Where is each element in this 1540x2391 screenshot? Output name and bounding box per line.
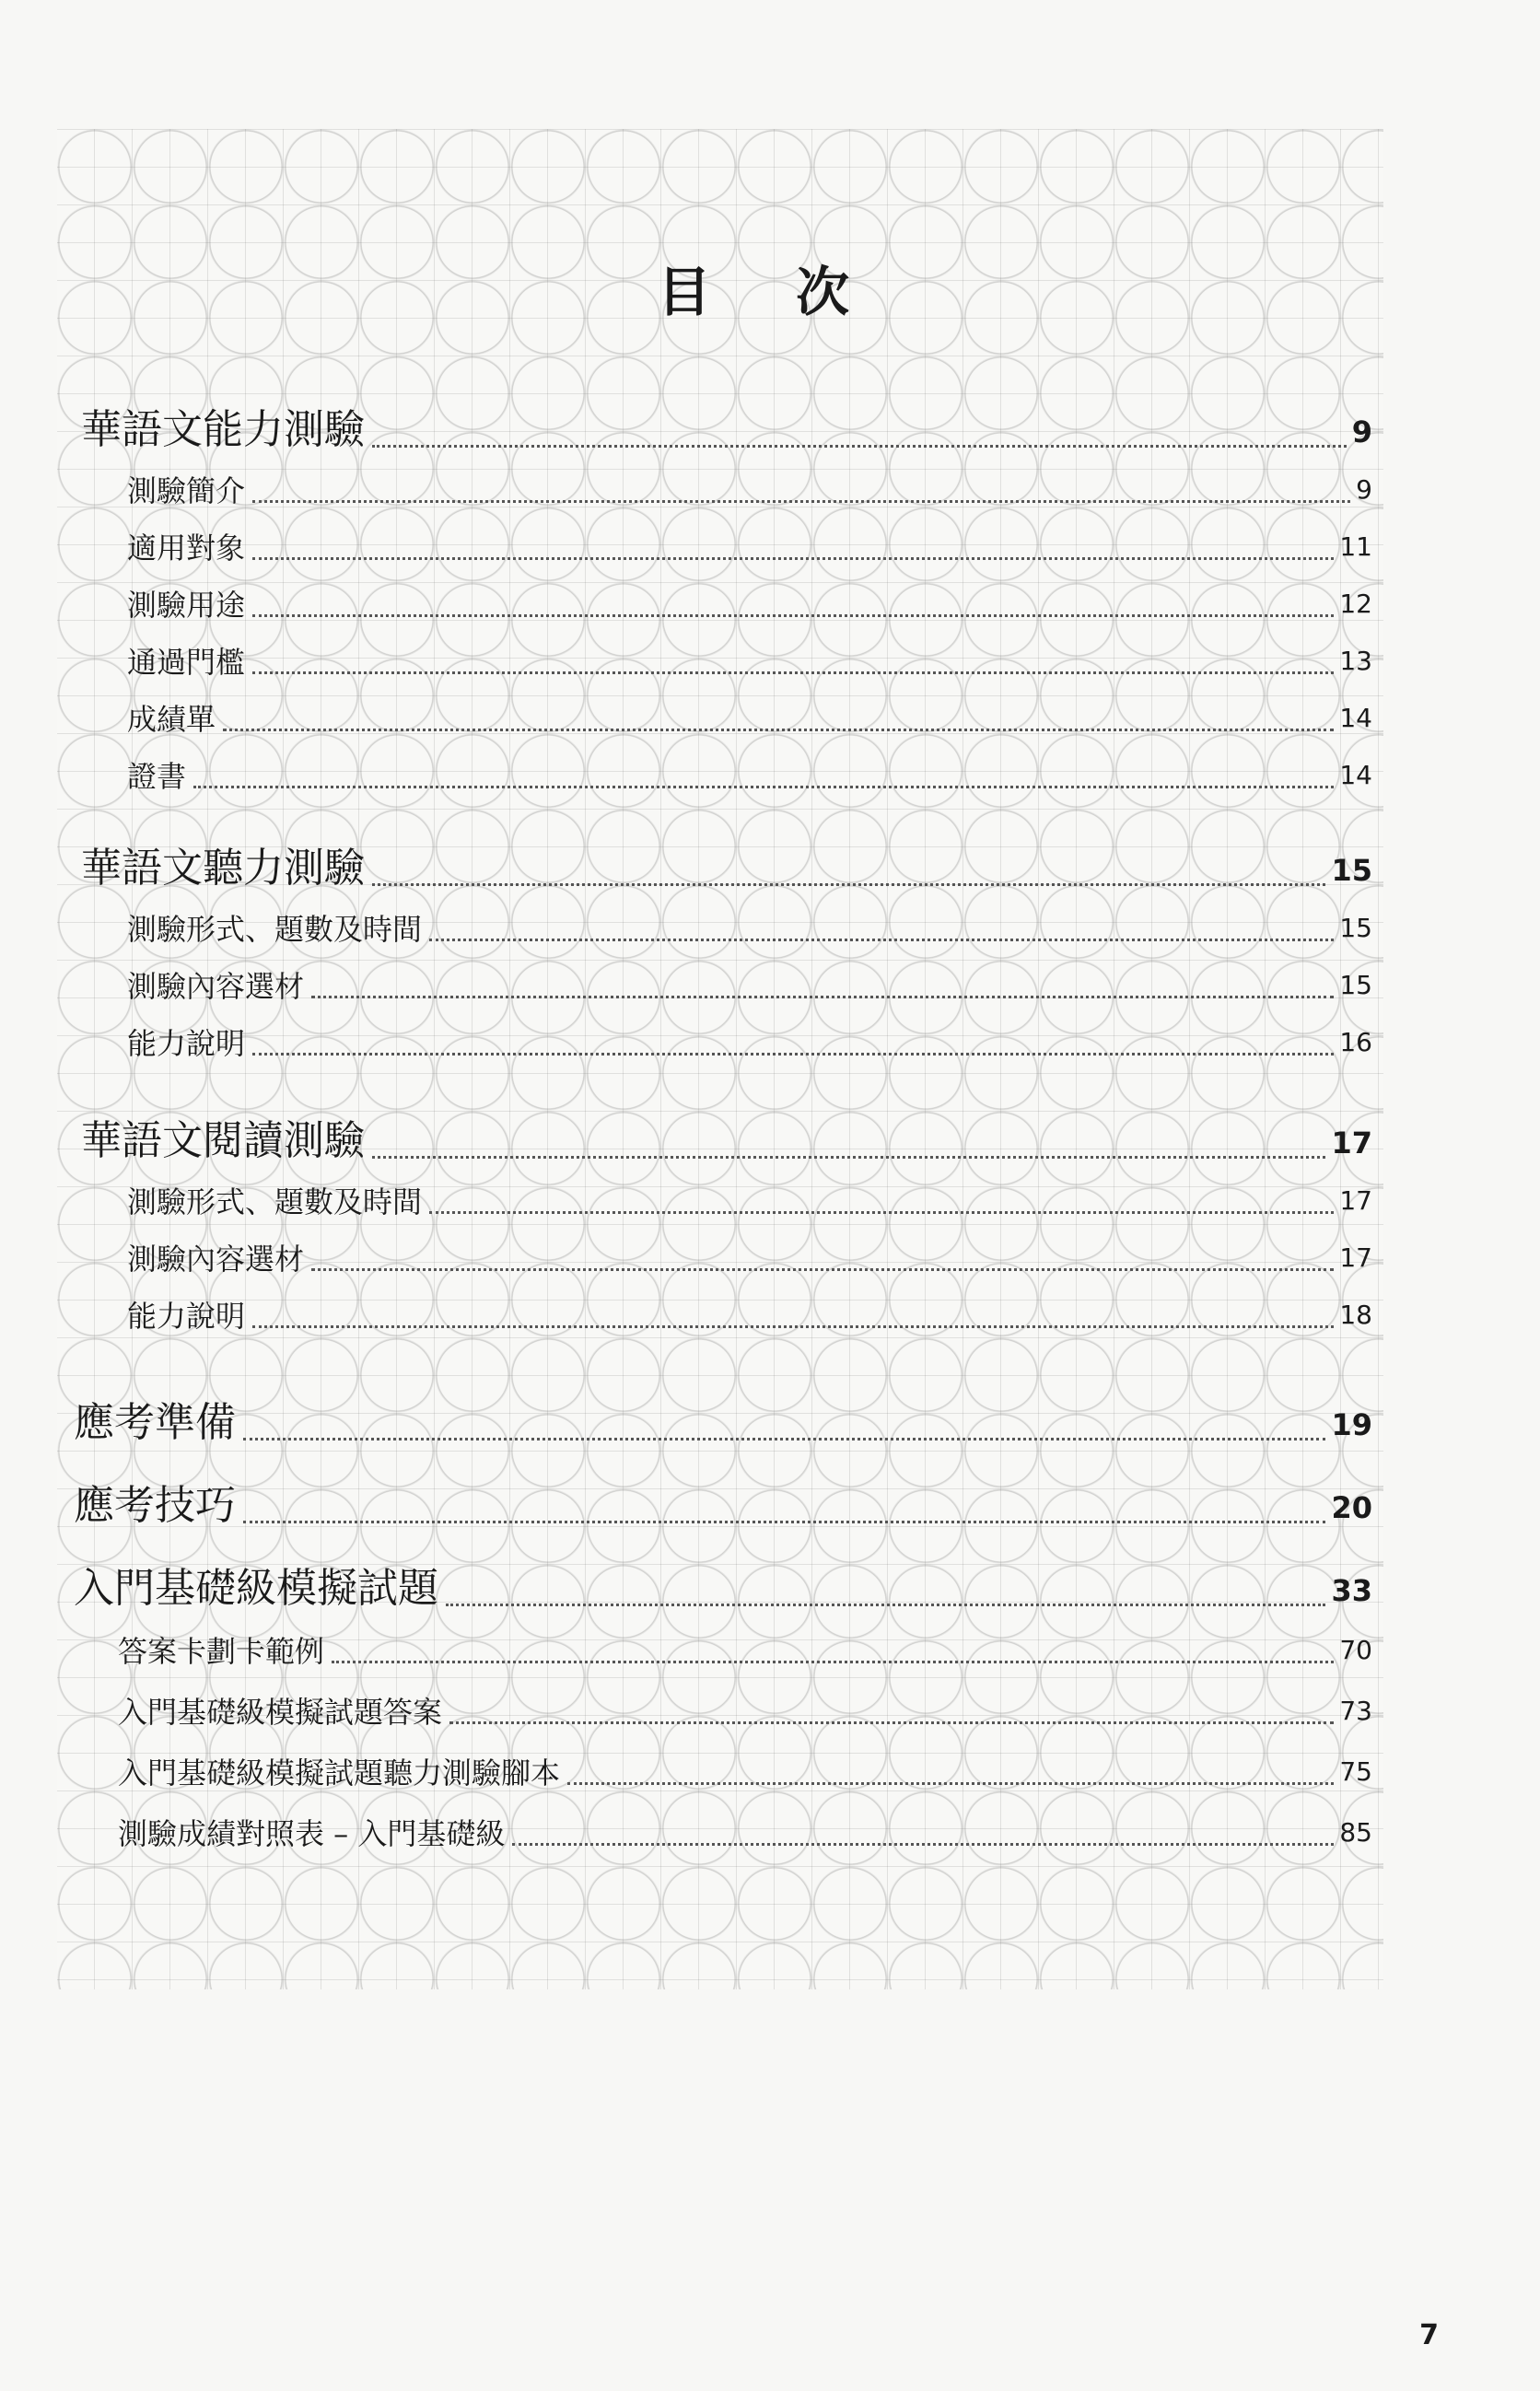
dot-leader <box>311 996 1334 998</box>
toc-section[interactable] <box>74 1555 1372 1614</box>
dot-leader <box>243 1438 1325 1440</box>
toc-item-page: 73 <box>1339 1696 1372 1726</box>
toc-item-title: 測驗形式、題數及時間 <box>127 1184 423 1219</box>
dot-leader <box>252 557 1334 560</box>
toc-section[interactable] <box>74 1389 1372 1448</box>
dot-leader <box>567 1782 1334 1785</box>
toc-section-title: 應考準備 <box>74 1399 236 1446</box>
toc-item[interactable] <box>127 582 1372 624</box>
toc-section[interactable] <box>81 1107 1372 1166</box>
dot-leader <box>449 1721 1334 1724</box>
toc-item-title: 測驗成績對照表 – 入門基礎級 <box>118 1816 506 1851</box>
toc-item[interactable] <box>127 639 1372 682</box>
toc-section-title: 入門基礎級模擬試題 <box>74 1565 438 1612</box>
toc-item-page: 9 <box>1356 474 1372 505</box>
toc-item-page: 18 <box>1339 1300 1372 1330</box>
toc-title: 目 次 <box>657 261 883 323</box>
toc-item-page: 17 <box>1339 1185 1372 1216</box>
toc-item-title: 通過門檻 <box>127 645 246 680</box>
dot-leader <box>243 1521 1325 1523</box>
toc-item-title: 測驗內容選材 <box>127 1242 305 1277</box>
toc-item[interactable] <box>118 1750 1372 1792</box>
toc-section-title: 應考技巧 <box>74 1482 236 1529</box>
dot-leader <box>252 614 1334 617</box>
dot-leader <box>372 1156 1325 1159</box>
dot-leader <box>252 1053 1334 1056</box>
toc-item-title: 成績單 <box>127 702 216 737</box>
toc-section-page: 17 <box>1331 1126 1372 1161</box>
toc-item-title: 測驗用途 <box>127 588 246 623</box>
page-number: 7 <box>1419 2319 1439 2351</box>
toc-item-title: 證書 <box>127 759 187 794</box>
dot-leader <box>446 1604 1325 1606</box>
dot-leader <box>512 1843 1334 1846</box>
toc-item[interactable] <box>127 1293 1372 1335</box>
dot-leader <box>429 939 1334 941</box>
toc-item-page: 14 <box>1339 760 1372 790</box>
toc-section-page: 20 <box>1331 1490 1372 1525</box>
dot-leader <box>372 445 1347 448</box>
toc-section[interactable] <box>81 396 1372 455</box>
toc-item[interactable] <box>127 1021 1372 1063</box>
toc-section-title: 華語文閱讀測驗 <box>81 1117 365 1164</box>
toc-item-page: 70 <box>1339 1635 1372 1665</box>
toc-item-page: 13 <box>1339 646 1372 676</box>
toc-item[interactable] <box>127 468 1372 510</box>
toc-item-page: 11 <box>1339 531 1372 562</box>
toc-item-page: 75 <box>1339 1756 1372 1787</box>
toc-item[interactable] <box>127 525 1372 567</box>
toc-item[interactable] <box>127 906 1372 949</box>
toc-item[interactable] <box>118 1628 1372 1671</box>
toc-item[interactable] <box>127 1179 1372 1221</box>
dot-leader <box>193 786 1334 788</box>
toc-item-page: 85 <box>1339 1817 1372 1848</box>
toc-section[interactable] <box>81 834 1372 893</box>
toc-item-page: 15 <box>1339 970 1372 1000</box>
toc-item[interactable] <box>127 696 1372 739</box>
toc-item[interactable] <box>127 1236 1372 1278</box>
toc-item[interactable] <box>118 1689 1372 1732</box>
toc-item[interactable] <box>127 753 1372 796</box>
dot-leader <box>429 1211 1334 1214</box>
dot-leader <box>311 1268 1334 1271</box>
dot-leader <box>252 671 1334 674</box>
dot-leader <box>332 1661 1334 1663</box>
toc-item-title: 測驗簡介 <box>127 473 246 508</box>
toc-section-page: 33 <box>1331 1573 1372 1608</box>
toc-item-title: 入門基礎級模擬試題聽力測驗腳本 <box>118 1755 561 1790</box>
toc-item-page: 15 <box>1339 913 1372 943</box>
toc-section-page: 9 <box>1351 414 1372 449</box>
dot-leader <box>252 500 1350 503</box>
toc-item-page: 17 <box>1339 1242 1372 1273</box>
toc-item-page: 16 <box>1339 1027 1372 1057</box>
toc-item-title: 測驗形式、題數及時間 <box>127 912 423 947</box>
toc-item-title: 答案卡劃卡範例 <box>118 1634 325 1669</box>
toc-item-page: 14 <box>1339 703 1372 733</box>
toc-item[interactable] <box>118 1811 1372 1853</box>
dot-leader <box>223 729 1334 731</box>
dot-leader <box>372 883 1325 886</box>
toc-section-title: 華語文能力測驗 <box>81 406 365 453</box>
toc-item-title: 入門基礎級模擬試題答案 <box>118 1695 443 1730</box>
dot-leader <box>252 1325 1334 1328</box>
toc-section-title: 華語文聽力測驗 <box>81 845 365 892</box>
toc-item-title: 適用對象 <box>127 531 246 566</box>
toc-item[interactable] <box>127 963 1372 1006</box>
toc-section-page: 15 <box>1331 853 1372 888</box>
toc-item-page: 12 <box>1339 589 1372 619</box>
toc-section-page: 19 <box>1331 1407 1372 1442</box>
toc-item-title: 能力說明 <box>127 1299 246 1334</box>
toc-item-title: 能力說明 <box>127 1026 246 1061</box>
toc-item-title: 測驗內容選材 <box>127 969 305 1004</box>
toc-section[interactable] <box>74 1472 1372 1531</box>
